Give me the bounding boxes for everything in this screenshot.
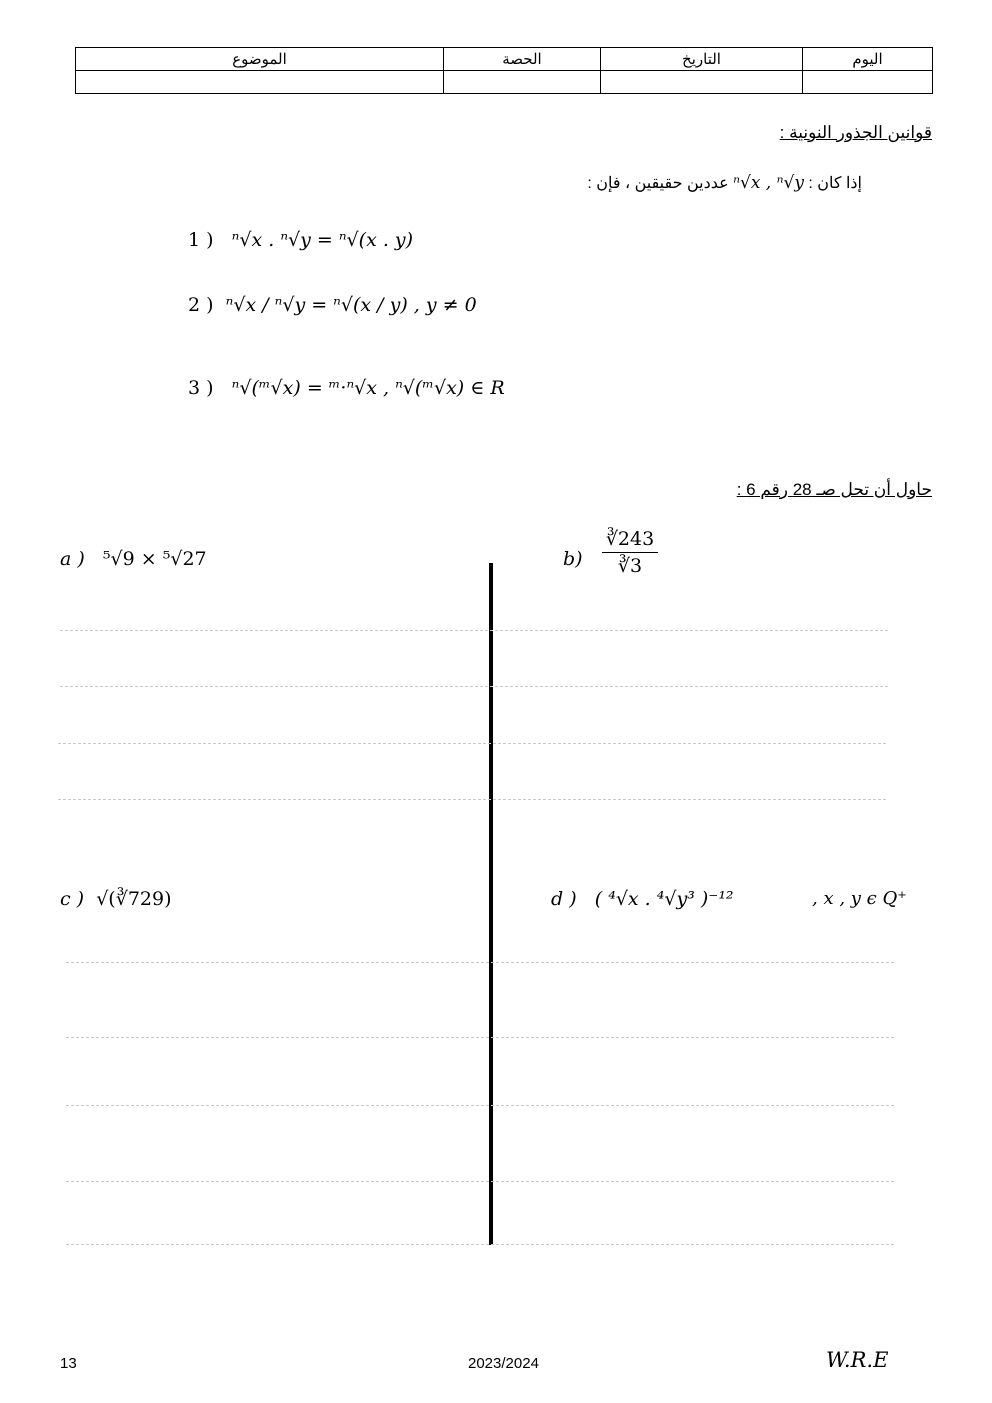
exercise-c-expr: √(∛729) — [96, 888, 172, 910]
exercise-b-numerator: ∛243 — [602, 528, 658, 553]
law-2-formula: ⁿ√x / ⁿ√y = ⁿ√(x / y) , y ≠ 0 — [225, 294, 477, 316]
exercise-a-expr: ⁵√9 × ⁵√27 — [102, 548, 207, 570]
exercise-c — [60, 888, 172, 910]
exercise-d-condition: , x , y ϵ Q⁺ — [812, 888, 907, 909]
answer-line — [58, 743, 886, 744]
answer-line — [66, 1244, 894, 1245]
exercise-title: حاول أن تحل صـ 28 رقم 6 : — [736, 480, 932, 499]
law-2-label: 2 ) — [188, 294, 214, 316]
intro-math: ⁿ√x , ⁿ√y — [733, 173, 804, 193]
law-1-label: 1 ) — [188, 229, 214, 251]
answer-line — [66, 1037, 894, 1038]
answer-line — [60, 630, 888, 631]
header-day: اليوم — [803, 48, 933, 71]
law-3-formula: ⁿ√(ᵐ√x) = ᵐ·ⁿ√x , ⁿ√(ᵐ√x) ∈ R — [231, 377, 505, 399]
header-session: الحصة — [444, 48, 601, 71]
intro-text-before: إذا كان : — [808, 175, 862, 192]
header-topic: الموضوع — [76, 48, 444, 71]
answer-line — [58, 799, 886, 800]
answer-line — [60, 686, 888, 687]
law-3 — [188, 377, 505, 399]
exercise-d-expr: ( ⁴√x . ⁴√y³ )⁻¹² — [594, 888, 734, 910]
intro-text-after: عددين حقيقين ، فإن : — [587, 175, 729, 192]
header-date: التاريخ — [601, 48, 803, 71]
topic-cell[interactable] — [76, 71, 444, 94]
exercise-d-label: d ) — [551, 888, 577, 910]
exercise-b-fraction — [602, 528, 658, 577]
header-table — [75, 47, 933, 94]
exercise-c-label: c ) — [60, 888, 85, 910]
answer-line — [66, 962, 894, 963]
answer-line — [66, 1181, 894, 1182]
law-1-formula: ⁿ√x . ⁿ√y = ⁿ√(x . y) — [231, 229, 414, 251]
session-cell[interactable] — [444, 71, 601, 94]
answer-line — [66, 1105, 894, 1106]
exercise-b-denominator: ∛3 — [617, 555, 643, 577]
section-title: قوانين الجذور النونية : — [779, 123, 932, 142]
author-initials: W.R.E — [826, 1348, 889, 1372]
school-year: 2023/2024 — [468, 1355, 539, 1372]
exercise-d — [551, 888, 734, 910]
exercise-a-label: a ) — [60, 548, 85, 570]
day-cell[interactable] — [803, 71, 933, 94]
date-cell[interactable] — [601, 71, 803, 94]
column-divider — [489, 563, 493, 1245]
law-3-label: 3 ) — [188, 377, 214, 399]
exercise-a — [60, 548, 207, 570]
law-2 — [188, 294, 477, 316]
page-number: 13 — [60, 1355, 77, 1372]
law-1 — [188, 229, 413, 251]
exercise-b-label: b) — [563, 548, 583, 570]
intro-line — [587, 173, 862, 193]
